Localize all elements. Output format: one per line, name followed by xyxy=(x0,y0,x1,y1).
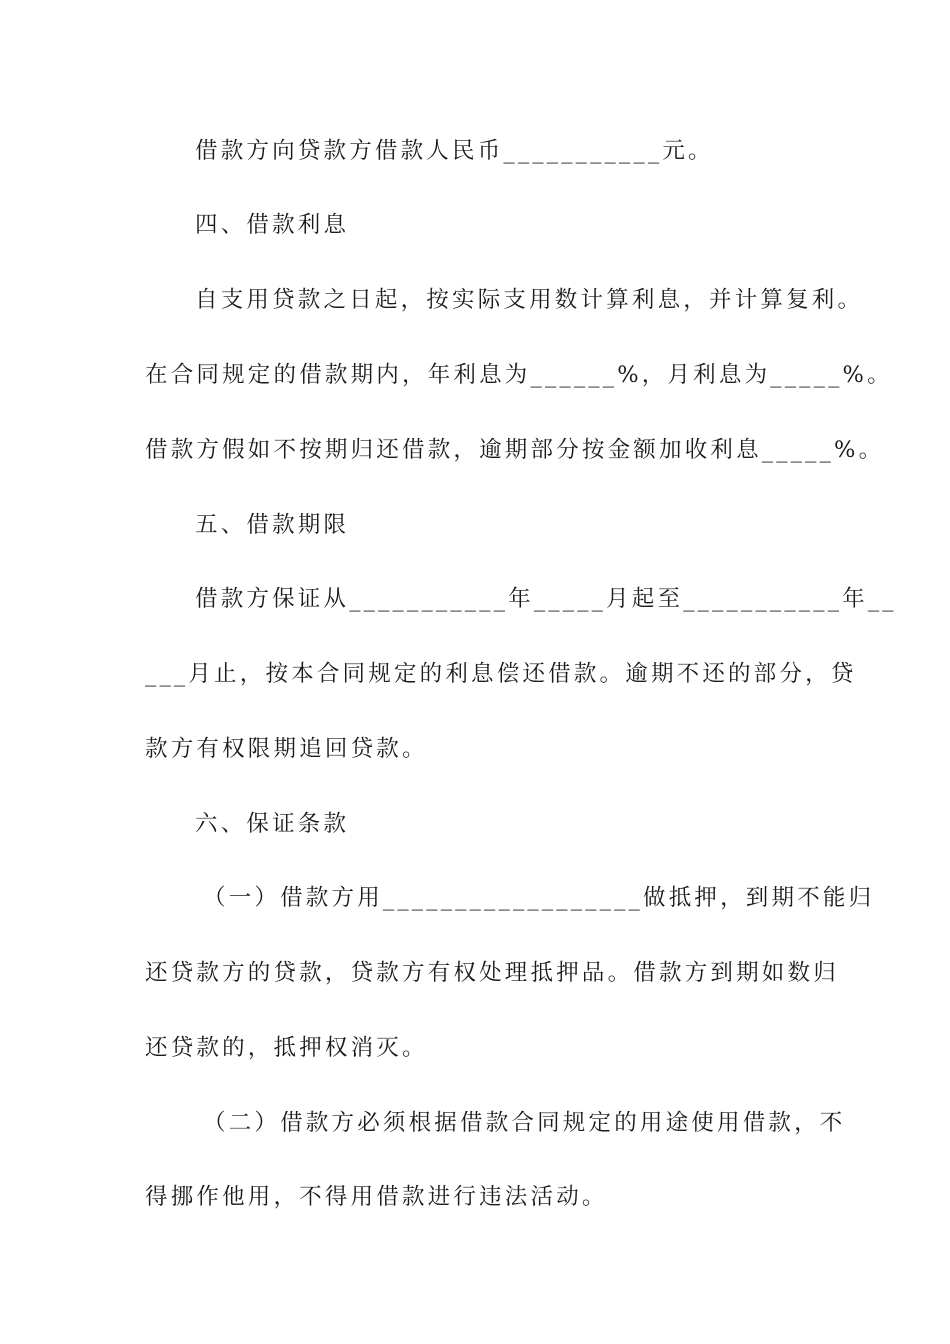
paragraph-term-line-2: ___月止，按本合同规定的利息偿还借款。逾期不还的部分，贷 xyxy=(145,661,857,687)
heading-term: 五、借款期限 xyxy=(195,512,350,538)
paragraph-loan-amount: 借款方向贷款方借款人民币___________元。 xyxy=(195,138,714,164)
paragraph-interest-line-1: 自支用贷款之日起，按实际支用数计算利息，并计算复利。 xyxy=(195,287,864,313)
heading-guarantee: 六、保证条款 xyxy=(195,811,350,837)
clause-1-line-3: 还贷款的，抵押权消灭。 xyxy=(145,1035,428,1061)
paragraph-term-line-1: 借款方保证从___________年_____月起至___________年__ xyxy=(195,586,897,612)
clause-1-line-1: （一）借款方用__________________做抵押，到期不能归 xyxy=(203,885,875,911)
paragraph-term-line-3: 款方有权限期追回贷款。 xyxy=(145,736,428,762)
heading-interest: 四、借款利息 xyxy=(195,212,350,238)
clause-2-line-1: （二）借款方必须根据借款合同规定的用途使用借款，不 xyxy=(203,1110,846,1136)
clause-2-line-2: 得挪作他用，不得用借款进行违法活动。 xyxy=(145,1184,608,1210)
clause-1-line-2: 还贷款方的贷款，贷款方有权处理抵押品。借款方到期如数归 xyxy=(145,960,839,986)
paragraph-interest-line-2: 在合同规定的借款期内，年利息为______%，月利息为_____%。 xyxy=(145,362,893,388)
paragraph-interest-line-3: 借款方假如不按期归还借款，逾期部分按金额加收利息_____%。 xyxy=(145,437,885,463)
